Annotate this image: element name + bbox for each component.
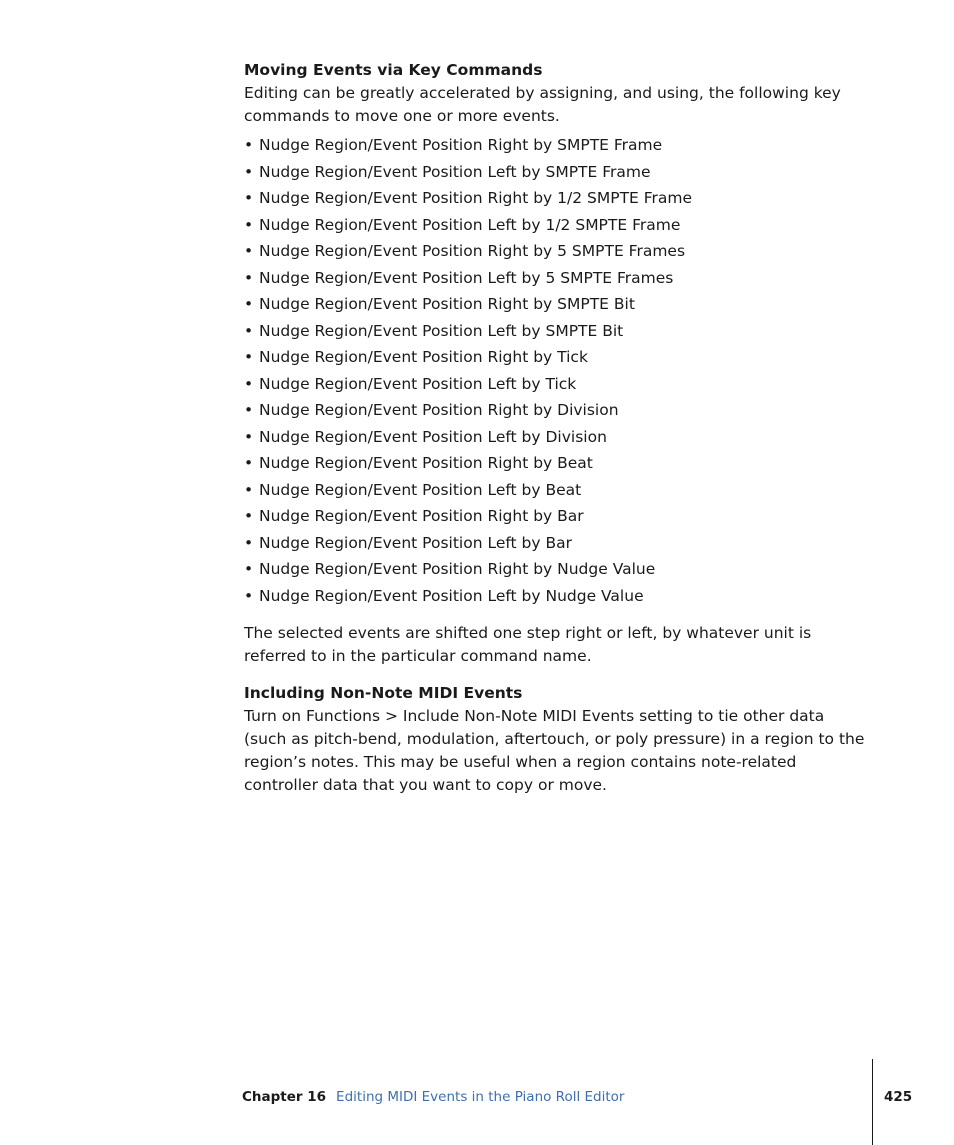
- section-closing-paragraph: The selected events are shifted one step right or left, by whatever unit is referred to in the particular command name.: [244, 624, 812, 665]
- list-item: [244, 583, 866, 610]
- list-item-text: Nudge Region/Event Position Right by 5 SMPTE Frames: [259, 242, 686, 260]
- list-item: [244, 371, 866, 398]
- bullet-glyph: •: [244, 560, 254, 578]
- bullet-glyph: •: [244, 586, 254, 605]
- chapter-title-link[interactable]: Editing MIDI Events in the Piano Roll Editor: [336, 1089, 625, 1105]
- list-item-text: Nudge Region/Event Position Left by SMPTE Bit: [259, 321, 624, 340]
- bullet-glyph: •: [244, 533, 254, 552]
- bullet-glyph: •: [244, 295, 254, 313]
- key-command-list: [244, 132, 866, 609]
- list-item: [244, 212, 866, 239]
- list-item-text: Nudge Region/Event Position Left by Tick: [259, 374, 577, 393]
- bullet-glyph: •: [244, 507, 254, 525]
- section-heading-moving-events: Moving Events via Key Commands: [244, 61, 543, 79]
- bullet-glyph: •: [244, 136, 254, 154]
- bullet-glyph: •: [244, 454, 254, 472]
- list-item-text: Nudge Region/Event Position Right by SMPTE Frame: [259, 136, 663, 154]
- list-item: [244, 530, 866, 557]
- bullet-glyph: •: [244, 480, 254, 499]
- list-item-text: Nudge Region/Event Position Right by Beat: [259, 454, 593, 472]
- list-item: [244, 159, 866, 186]
- bullet-glyph: •: [244, 427, 254, 446]
- list-item: [244, 185, 866, 212]
- list-item: [244, 397, 866, 424]
- bullet-glyph: •: [244, 374, 254, 393]
- list-item-text: Nudge Region/Event Position Left by Nudge Value: [259, 586, 644, 605]
- list-item: [244, 238, 866, 265]
- list-item-text: Nudge Region/Event Position Right by SMPTE Bit: [259, 295, 635, 313]
- list-item-text: Nudge Region/Event Position Left by 5 SMPTE Frames: [259, 268, 674, 287]
- list-item: [244, 318, 866, 345]
- list-item: [244, 344, 866, 371]
- list-item: [244, 265, 866, 292]
- page-number: 425: [884, 1089, 913, 1105]
- section-body: Turn on Functions > Include Non-Note MIDI Events setting to tie other data (such as pitch-bend, modulation, aftertouch, or poly pressure) in a region to the region’s notes. This may be useful when a region contains note-related controller data that you want to copy or move.: [244, 707, 865, 794]
- page-footer: [242, 1086, 624, 1108]
- list-item: [244, 450, 866, 477]
- bullet-glyph: •: [244, 401, 254, 419]
- footer-divider: [872, 1059, 873, 1145]
- bullet-glyph: •: [244, 242, 254, 260]
- section-non-note-midi: [244, 682, 866, 797]
- list-item: [244, 424, 866, 451]
- list-item-text: Nudge Region/Event Position Right by Nudge Value: [259, 560, 656, 578]
- list-item: [244, 556, 866, 583]
- bullet-glyph: •: [244, 189, 254, 207]
- bullet-glyph: •: [244, 268, 254, 287]
- list-item-text: Nudge Region/Event Position Left by SMPTE Frame: [259, 162, 651, 181]
- list-item-text: Nudge Region/Event Position Right by Tick: [259, 348, 588, 366]
- list-item-text: Nudge Region/Event Position Right by Bar: [259, 507, 584, 525]
- list-item-text: Nudge Region/Event Position Left by Beat: [259, 480, 582, 499]
- bullet-glyph: •: [244, 215, 254, 234]
- list-item: [244, 132, 866, 159]
- bullet-glyph: •: [244, 162, 254, 181]
- section-heading-non-note-midi: Including Non-Note MIDI Events: [244, 684, 523, 702]
- page-content: [244, 59, 866, 797]
- list-item-text: Nudge Region/Event Position Left by Bar: [259, 533, 572, 552]
- bullet-glyph: •: [244, 348, 254, 366]
- list-item: [244, 477, 866, 504]
- list-item-text: Nudge Region/Event Position Right by Division: [259, 401, 619, 419]
- list-item-text: Nudge Region/Event Position Right by 1/2 SMPTE Frame: [259, 189, 693, 207]
- list-item-text: Nudge Region/Event Position Left by 1/2 SMPTE Frame: [259, 215, 681, 234]
- bullet-glyph: •: [244, 321, 254, 340]
- section-intro: Editing can be greatly accelerated by assigning, and using, the following key commands to move one or more events.: [244, 84, 841, 125]
- list-item: [244, 291, 866, 318]
- list-item-text: Nudge Region/Event Position Left by Division: [259, 427, 607, 446]
- list-item: [244, 503, 866, 530]
- chapter-label: Chapter 16: [242, 1089, 327, 1105]
